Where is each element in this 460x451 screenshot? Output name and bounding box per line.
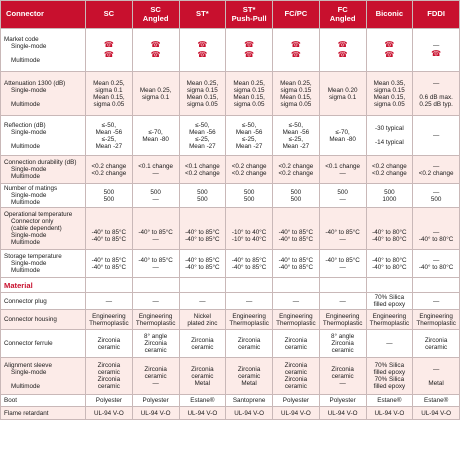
row-label	[1, 72, 86, 116]
table-cell: —	[366, 330, 413, 358]
row-label-sub: Single-mode Multimode	[11, 43, 47, 64]
table-cell: ≤-50, Mean -56 ≤-25, Mean -27	[179, 116, 226, 156]
row-label-title: Attenuation 1300 (dB)	[4, 79, 66, 87]
table-cell: —	[413, 293, 460, 310]
table-cell: — -40° to 80°C	[413, 250, 460, 278]
table-cell: <0.2 change <0.2 change	[226, 156, 273, 184]
table-cell	[366, 278, 413, 293]
table-cell: -10° to 40°C -10° to 40°C	[226, 208, 273, 250]
table-cell: Zirconia ceramic Zirconia ceramic	[86, 358, 133, 395]
table-cell: Zirconia ceramic —	[132, 358, 179, 395]
row-label	[1, 395, 86, 407]
row-label	[1, 184, 86, 208]
table-cell: ≤-50, Mean -56 ≤-25, Mean -27	[86, 116, 133, 156]
table-cell: —	[132, 293, 179, 310]
table-cell: ≤-70, Mean -80	[319, 116, 366, 156]
table-cell: Engineering Thermoplastic	[366, 310, 413, 330]
table-cell: -40° to 85°C -40° to 85°C	[179, 208, 226, 250]
row-label	[1, 293, 86, 310]
market-code-cell	[366, 29, 413, 72]
row-label	[1, 156, 86, 184]
table-cell: Mean 0.25, sigma 0.15 Mean 0.15, sigma 0.05	[226, 72, 273, 116]
table-cell: —	[226, 293, 273, 310]
table-cell: Zirconia ceramic	[413, 330, 460, 358]
telephone-icon: ☎	[337, 50, 348, 59]
table-cell: UL-94 V-O	[226, 407, 273, 420]
header-row	[1, 1, 460, 29]
header-col-fc-pc: FC/PC	[273, 1, 320, 29]
row-label-sub: Single-mode Multimode	[11, 166, 47, 180]
boot-row	[1, 395, 460, 407]
header-col-sc: SC	[86, 1, 133, 29]
dash-mark: —	[432, 41, 440, 49]
table-cell: Mean 0.35, sigma 0.15 Mean 0.15, sigma 0.05	[366, 72, 413, 116]
table-cell: <0.2 change <0.2 change	[86, 156, 133, 184]
table-cell	[226, 278, 273, 293]
market-code-cell	[179, 29, 226, 72]
table-cell	[273, 278, 320, 293]
table-cell: -40° to 85°C —	[132, 208, 179, 250]
table-cell	[179, 278, 226, 293]
telephone-icon: ☎	[337, 40, 348, 49]
table-cell: 8° angle Zirconia ceramic	[132, 330, 179, 358]
row-label-sub: Single-mode Multimode	[11, 260, 47, 274]
table-cell: UL-94 V-O	[413, 407, 460, 420]
table-cell: UL-94 V-O	[86, 407, 133, 420]
telephone-icon: ☎	[431, 48, 442, 58]
row-label-title: Number of matings	[4, 185, 58, 192]
table-cell: ≤-70, Mean -80	[132, 116, 179, 156]
row-label-sub: Single-mode Multimode	[11, 86, 47, 108]
row-label	[1, 407, 86, 420]
table-cell: — <0.2 change	[413, 156, 460, 184]
telephone-icon: ☎	[197, 40, 208, 49]
table-cell: ≤-50, Mean -56 ≤-25, Mean -27	[226, 116, 273, 156]
header-connector: Connector	[1, 1, 86, 29]
reflection-row	[1, 116, 460, 156]
table-cell: —	[86, 293, 133, 310]
table-cell: ≤-50, Mean -56 ≤-25, Mean -27	[273, 116, 320, 156]
telephone-icon: ☎	[197, 50, 208, 59]
table-cell: Estane®	[366, 395, 413, 407]
telephone-icon: ☎	[150, 50, 161, 59]
housing-row	[1, 310, 460, 330]
table-cell	[132, 278, 179, 293]
table-cell: Zirconia ceramic	[273, 330, 320, 358]
header-col-fddi: FDDI	[413, 1, 460, 29]
flame-row	[1, 407, 460, 420]
table-cell: -40° to 85°C —	[319, 250, 366, 278]
table-cell: -40° to 85°C -40° to 85°C	[273, 250, 320, 278]
row-label	[1, 29, 86, 72]
market-code-cell	[132, 29, 179, 72]
table-cell: 70% Silica filled epoxy 70% Silica filled epoxy	[366, 358, 413, 395]
table-cell: Engineering Thermoplastic	[86, 310, 133, 330]
row-label-title: Boot	[4, 397, 17, 404]
table-cell: -40° to 85°C -40° to 85°C	[273, 208, 320, 250]
table-cell: —	[319, 293, 366, 310]
durability-row	[1, 156, 460, 184]
table-cell: <0.1 change —	[319, 156, 366, 184]
market-code-cell	[86, 29, 133, 72]
table-cell: —	[413, 116, 460, 156]
header-col-st-push-pull: ST* Push-Pull	[226, 1, 273, 29]
telephone-icon: ☎	[103, 40, 114, 49]
table-cell: Polyester	[132, 395, 179, 407]
table-cell: —	[273, 293, 320, 310]
row-label-title: Alignment sleeve	[4, 362, 52, 369]
table-cell: <0.1 change —	[132, 156, 179, 184]
telephone-icon: ☎	[384, 50, 395, 59]
table-cell: Engineering Thermoplastic	[319, 310, 366, 330]
table-cell: Engineering Thermoplastic	[273, 310, 320, 330]
market-code-row	[1, 29, 460, 72]
table-cell: 500 500	[179, 184, 226, 208]
row-label	[1, 310, 86, 330]
table-cell: 500 500	[86, 184, 133, 208]
header-col-fc-angled: FC Angled	[319, 1, 366, 29]
table-cell: 70% Silica filled epoxy	[366, 293, 413, 310]
row-label-sub: Single-mode Multimode	[11, 192, 47, 206]
row-label-title: Connector plug	[4, 297, 47, 305]
table-cell: 500 500	[273, 184, 320, 208]
table-cell: Engineering Thermoplastic	[132, 310, 179, 330]
table-cell: Mean 0.25, sigma 0.15 Mean 0.15, sigma 0.05	[273, 72, 320, 116]
telephone-icon: ☎	[384, 40, 395, 49]
telephone-icon: ☎	[290, 40, 301, 49]
table-cell: Polyester	[273, 395, 320, 407]
telephone-icon: ☎	[290, 50, 301, 59]
table-cell: -40° to 80°C -40° to 80°C	[366, 208, 413, 250]
op-temp-row	[1, 208, 460, 250]
row-label-title: Connector housing	[4, 316, 57, 323]
market-code-cell	[273, 29, 320, 72]
row-label-title: Material	[4, 280, 33, 290]
table-cell: <0.2 change <0.2 change	[366, 156, 413, 184]
table-cell: — 0.6 dB max. 0.25 dB typ.	[413, 72, 460, 116]
table-cell	[86, 278, 133, 293]
header-col-st: ST*	[179, 1, 226, 29]
table-cell: UL-94 V-O	[319, 407, 366, 420]
table-cell: -40° to 85°C -40° to 85°C	[226, 250, 273, 278]
ferrule-row	[1, 330, 460, 358]
row-label	[1, 116, 86, 156]
row-label	[1, 208, 86, 250]
row-label-title: Operational temperature	[4, 211, 73, 218]
row-label-sub: Connector only (cable dependent) Single-mode Multimode	[11, 218, 62, 246]
table-cell: -40° to 85°C -40° to 85°C	[179, 250, 226, 278]
table-cell: Mean 0.20 sigma 0.1	[319, 72, 366, 116]
table-cell: Santoprene	[226, 395, 273, 407]
table-cell: Zirconia ceramic	[179, 330, 226, 358]
table-cell: UL-94 V-O	[366, 407, 413, 420]
row-label-title: Storage temperature	[4, 253, 62, 260]
table-cell: — Metal	[413, 358, 460, 395]
table-cell: Mean 0.25, sigma 0.15 Mean 0.15, sigma 0.05	[179, 72, 226, 116]
table-cell: -40° to 85°C —	[132, 250, 179, 278]
table-cell: Zirconia ceramic Metal	[179, 358, 226, 395]
row-label	[1, 330, 86, 358]
table-cell: Zirconia ceramic Zirconia ceramic	[273, 358, 320, 395]
storage-temp-row	[1, 250, 460, 278]
attenuation-row	[1, 72, 460, 116]
table-cell: Nickel plated zinc	[179, 310, 226, 330]
table-cell: 500 500	[226, 184, 273, 208]
telephone-icon: ☎	[150, 40, 161, 49]
row-label	[1, 358, 86, 395]
table-cell	[413, 278, 460, 293]
row-label-title: Reflection (dB)	[4, 121, 46, 129]
table-cell: 8° angle Zirconia ceramic	[319, 330, 366, 358]
row-label	[1, 250, 86, 278]
telephone-icon: ☎	[244, 40, 255, 49]
table-cell: Zirconia ceramic Metal	[226, 358, 273, 395]
table-cell: —	[179, 293, 226, 310]
plug-row	[1, 293, 460, 310]
table-cell: <0.1 change <0.2 change	[179, 156, 226, 184]
market-code-cell	[413, 29, 460, 72]
row-label-title: Connection durability (dB)	[4, 159, 77, 166]
table-cell: 500 1000	[366, 184, 413, 208]
telephone-icon: ☎	[244, 50, 255, 59]
table-cell	[319, 278, 366, 293]
section-heading	[1, 278, 86, 293]
table-cell: Zirconia ceramic	[226, 330, 273, 358]
market-code-cell	[226, 29, 273, 72]
table-cell: 500 —	[319, 184, 366, 208]
table-cell: Polyester	[86, 395, 133, 407]
table-cell: 500 —	[132, 184, 179, 208]
sleeve-row	[1, 358, 460, 395]
table-cell: Mean 0.25, sigma 0.1 Mean 0.15, sigma 0.05	[86, 72, 133, 116]
table-cell: Estane®	[413, 395, 460, 407]
table-cell: UL-94 V-O	[179, 407, 226, 420]
table-cell: <0.2 change <0.2 change	[273, 156, 320, 184]
telephone-icon: ☎	[103, 50, 114, 59]
table-cell: Estane®	[179, 395, 226, 407]
table-cell: UL-94 V-O	[273, 407, 320, 420]
matings-row	[1, 184, 460, 208]
table-cell: -40° to 80°C -40° to 80°C	[366, 250, 413, 278]
table-cell: Polyester	[319, 395, 366, 407]
table-cell: — 500	[413, 184, 460, 208]
table-cell: -40° to 85°C -40° to 85°C	[86, 208, 133, 250]
table-cell: -40° to 85°C —	[319, 208, 366, 250]
row-label-title: Connector ferrule	[4, 340, 53, 347]
header-col-sc-angled: SC Angled	[132, 1, 179, 29]
market-code-cell	[319, 29, 366, 72]
table-cell: Mean 0.25, sigma 0.1	[132, 72, 179, 116]
table-cell: — -40° to 80°C	[413, 208, 460, 250]
table-cell: Engineering Thermoplastic	[226, 310, 273, 330]
row-label-title: Market code	[4, 36, 39, 43]
row-label-title: Flame retardant	[4, 409, 49, 417]
header-col-biconic: Biconic	[366, 1, 413, 29]
table-cell: -40° to 85°C -40° to 85°C	[86, 250, 133, 278]
table-cell: -30 typical -14 typical	[366, 116, 413, 156]
table-cell: Zirconia ceramic —	[319, 358, 366, 395]
table-cell: UL-94 V-O	[132, 407, 179, 420]
material-row	[1, 278, 460, 293]
table-cell: Engineering Thermoplastic	[413, 310, 460, 330]
table-cell: Zirconia ceramic	[86, 330, 133, 358]
row-label-sub: Single-mode Multimode	[11, 369, 47, 390]
row-label-sub: Single-mode Multimode	[11, 128, 47, 150]
